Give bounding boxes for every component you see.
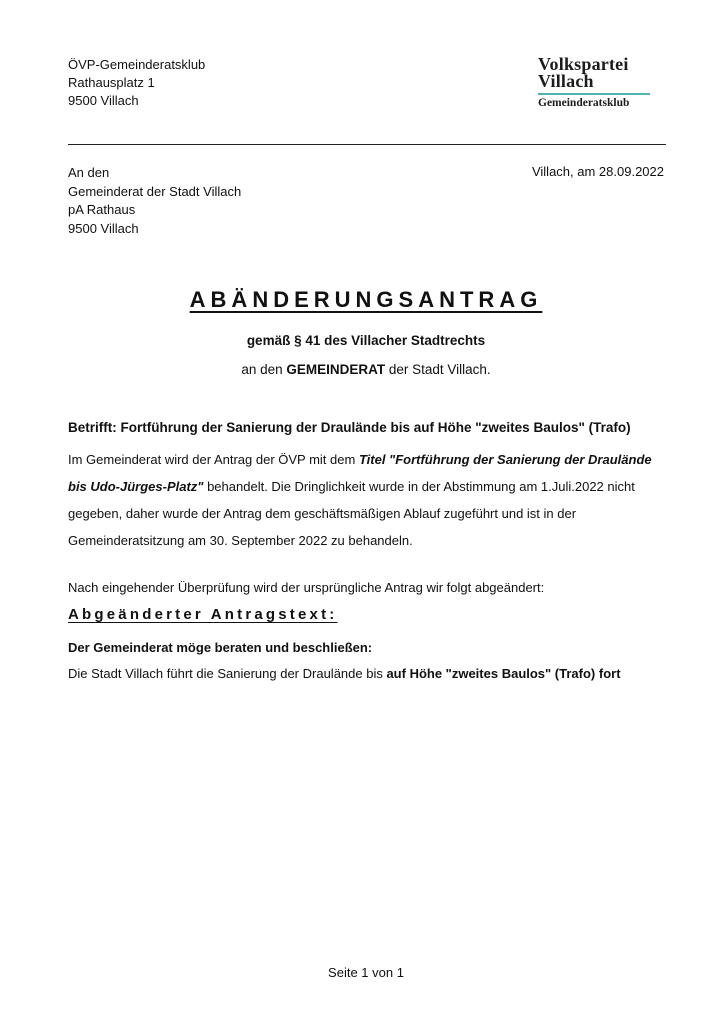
resolution-pre: Die Stadt Villach führt die Sanierung der Drauländе bis xyxy=(68,666,387,681)
body-line-1-pre: Im Gemeinderat wird der Antrag der ÖVP mit dem xyxy=(68,452,359,467)
subject-line: Betrifft: Fortführung der Sanierung der Draulände bis auf Höhe "zweites Baulos" (Trafo) xyxy=(68,420,631,435)
recipient-line-3: pA Rathaus xyxy=(68,202,136,217)
body-line-1-title: Titel "Fortführung der Sanierung der Draulände xyxy=(358,452,652,467)
recipient-line-4: 9500 Villach xyxy=(68,220,139,236)
logo-line-1: Volkspartei xyxy=(538,54,629,74)
recipient-line-1: An den xyxy=(68,165,110,180)
header-divider xyxy=(68,144,666,145)
recipient-line-2: Gemeinderat der Stadt Villach xyxy=(68,183,242,199)
logo-line-3: Gemeinderatsklub xyxy=(538,97,630,109)
sender-street: Rathausplatz 1 xyxy=(68,75,155,90)
logo-rule xyxy=(538,93,650,95)
document-title: ABÄNDERUNGSANTRAG xyxy=(189,287,543,312)
party-logo xyxy=(538,56,658,109)
addressee-line xyxy=(0,362,724,377)
section-heading-colon: : xyxy=(329,606,338,623)
review-statement: Nach eingehender Überprüfung wird der ursprüngliche Antrag wir folgt abgeändert: xyxy=(68,580,545,595)
body-line-2 xyxy=(68,473,668,500)
body-paragraph xyxy=(68,446,668,554)
resolution-text xyxy=(68,666,621,681)
body-line-2-post: behandelt. Die Dringlichkeit wurde in der Abstimmung am 1.Juli.2022 nicht xyxy=(203,479,635,494)
sender-address xyxy=(68,56,205,110)
resolution-intro: Der Gemeinderat möge beraten und beschließen: xyxy=(68,640,373,655)
sender-city: 9500 Villach xyxy=(68,93,139,108)
recipient-address xyxy=(68,164,241,238)
addressee-post: der Stadt Villach. xyxy=(385,362,491,377)
addressee-pre: an den xyxy=(241,362,287,377)
body-line-1 xyxy=(68,446,668,473)
legal-basis: gemäß § 41 des Villacher Stadtrechts xyxy=(246,333,486,348)
sender-name: ÖVP-Gemeinderatsklub xyxy=(68,57,206,72)
body-line-4: Gemeinderatsitzung am 30. September 2022 zu behandeln. xyxy=(68,533,413,548)
section-heading xyxy=(68,606,338,623)
section-heading-text: Abgeänderter Antragstext xyxy=(68,606,330,623)
logo-line-2: Villach xyxy=(538,71,594,91)
resolution-bold: auf Höhe "zweites Baulos" (Trafo) fort xyxy=(386,666,621,681)
body-line-2-title: bis Udo-Jürges-Platz" xyxy=(68,479,204,494)
addressee-bold: GEMEINDERAT xyxy=(286,362,386,377)
body-line-3: gegeben, daher wurde der Antrag dem geschäftsmäßigen Ablauf zugeführt und ist in der xyxy=(68,506,577,521)
document-date: Villach, am 28.09.2022 xyxy=(531,164,664,179)
page-number: Seite 1 von 1 xyxy=(328,965,404,980)
